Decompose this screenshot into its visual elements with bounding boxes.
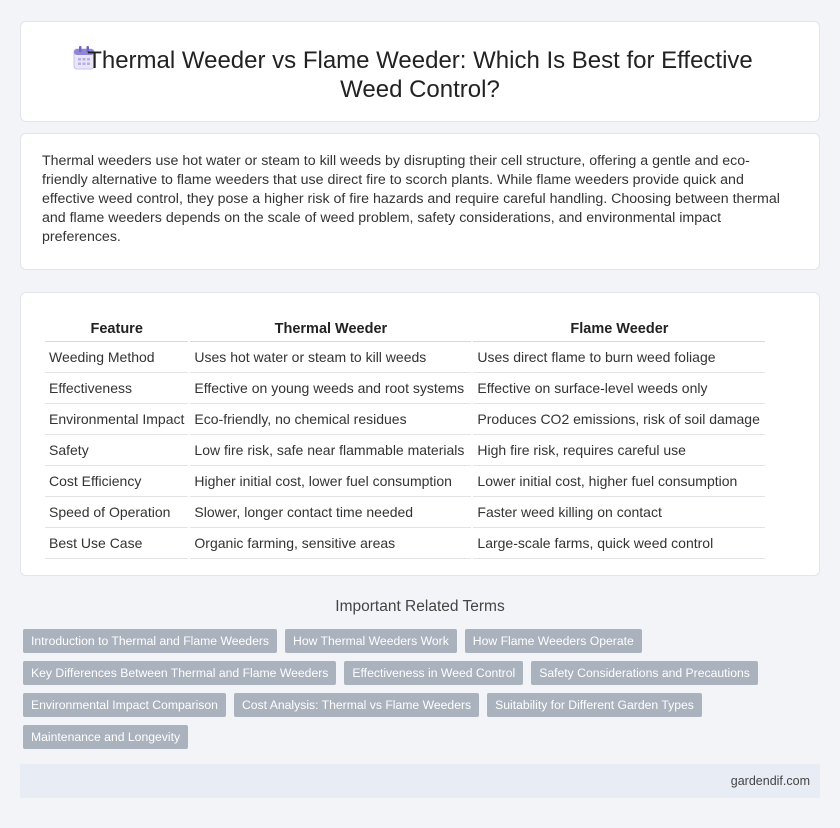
page-title: Thermal Weeder vs Flame Weeder: Which Is Best for Effective Weed Control? xyxy=(87,47,753,103)
thermal-cell: Low fire risk, safe near flammable materials xyxy=(190,435,471,466)
comparison-table xyxy=(43,315,767,559)
flame-cell: Faster weed killing on contact xyxy=(473,497,765,528)
related-term-tag[interactable]: Environmental Impact Comparison xyxy=(23,693,226,717)
feature-cell: Safety xyxy=(45,435,188,466)
flame-cell: Large-scale farms, quick weed control xyxy=(473,528,765,559)
header-card xyxy=(20,21,820,122)
footer-site-link[interactable]: gardendif.com xyxy=(730,774,810,788)
related-term-tag[interactable]: Safety Considerations and Precautions xyxy=(531,661,758,685)
table-row xyxy=(45,466,765,497)
thermal-cell: Uses hot water or steam to kill weeds xyxy=(190,342,471,373)
header-flame-weeder: Flame Weeder xyxy=(473,315,765,342)
flame-cell: Lower initial cost, higher fuel consumption xyxy=(473,466,765,497)
table-row xyxy=(45,497,765,528)
footer xyxy=(20,764,820,798)
related-term-tag[interactable]: Key Differences Between Thermal and Flame Weeders xyxy=(23,661,336,685)
feature-cell: Environmental Impact xyxy=(45,404,188,435)
feature-cell: Best Use Case xyxy=(45,528,188,559)
thermal-cell: Effective on young weeds and root systems xyxy=(190,373,471,404)
feature-cell: Effectiveness xyxy=(45,373,188,404)
thermal-cell: Slower, longer contact time needed xyxy=(190,497,471,528)
table-row xyxy=(45,342,765,373)
intro-card xyxy=(20,133,820,270)
related-term-tag[interactable]: How Thermal Weeders Work xyxy=(285,629,457,653)
feature-cell: Cost Efficiency xyxy=(45,466,188,497)
table-header-row xyxy=(45,315,765,342)
table-row xyxy=(45,528,765,559)
flame-cell: Produces CO2 emissions, risk of soil damage xyxy=(473,404,765,435)
related-term-tag[interactable]: Cost Analysis: Thermal vs Flame Weeders xyxy=(234,693,479,717)
comparison-card xyxy=(20,292,820,576)
related-term-tag[interactable]: Suitability for Different Garden Types xyxy=(487,693,702,717)
related-terms-title: Important Related Terms xyxy=(335,598,505,615)
table-row xyxy=(45,373,765,404)
header-feature: Feature xyxy=(45,315,188,342)
related-term-tag[interactable]: Effectiveness in Weed Control xyxy=(344,661,523,685)
thermal-cell: Organic farming, sensitive areas xyxy=(190,528,471,559)
thermal-cell: Higher initial cost, lower fuel consumption xyxy=(190,466,471,497)
header-thermal-weeder: Thermal Weeder xyxy=(190,315,471,342)
flame-cell: High fire risk, requires careful use xyxy=(473,435,765,466)
flame-cell: Uses direct flame to burn weed foliage xyxy=(473,342,765,373)
related-term-tag[interactable]: How Flame Weeders Operate xyxy=(465,629,642,653)
feature-cell: Weeding Method xyxy=(45,342,188,373)
flame-cell: Effective on surface-level weeds only xyxy=(473,373,765,404)
table-row xyxy=(45,404,765,435)
intro-paragraph: Thermal weeders use hot water or steam to kill weeds by disrupting their cell structure, offering a gentle and eco-friendly alternative to flame weeders that use direct fire to scorch plants. While flame weeders provide quick and effective weed control, they pose a higher risk of fire hazards and require careful handling. Choosing between thermal and flame weeders depends on the scale of weed problem, safety considerations, and environmental impact preferences. xyxy=(42,153,780,245)
related-terms-list xyxy=(23,629,823,757)
table-row xyxy=(45,435,765,466)
related-term-tag[interactable]: Maintenance and Longevity xyxy=(23,725,188,749)
thermal-cell: Eco-friendly, no chemical residues xyxy=(190,404,471,435)
related-term-tag[interactable]: Introduction to Thermal and Flame Weeders xyxy=(23,629,277,653)
feature-cell: Speed of Operation xyxy=(45,497,188,528)
